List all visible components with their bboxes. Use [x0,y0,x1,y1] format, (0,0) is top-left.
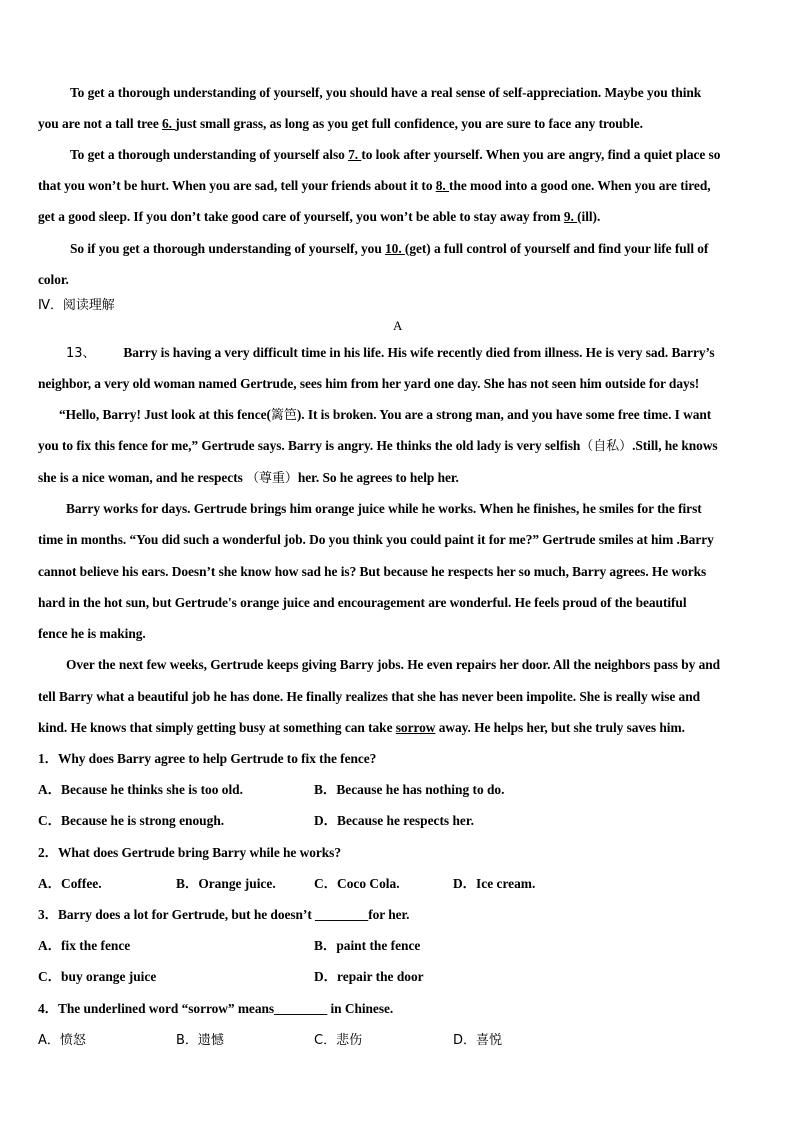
passage-a-line10: fence he is making. [38,626,146,641]
blank-6[interactable]: 6. [162,116,176,131]
question-2-stem: 2．What does Gertrude bring Barry while he works? [38,845,341,860]
passage-a-line7: time in months. “You did such a wonderful job. Do you think you could paint it for me?” Gertrude smiles at him .Barry [38,532,714,547]
passage-a-line8: cannot believe his ears. Doesn’t she know how sad he is? But because he respects her so much, Barry agrees. He works [38,564,707,579]
question-1-stem: 1．Why does Barry agree to help Gertrude to fix the fence? [38,751,377,766]
q4-option-a[interactable]: A．愤怒 [38,1033,86,1048]
q3-option-b[interactable]: B．paint the fence [314,938,421,953]
blank-9[interactable]: 9. [563,209,578,224]
q1-option-b[interactable]: B．Because he has nothing to do. [314,782,505,797]
passage-a-line12: tell Barry what a beautiful job he has done. He finally realizes that she has never been impolite. She is really wise and [38,689,700,704]
q2-option-c[interactable]: C．Coco Cola. [314,876,400,891]
blank-8[interactable]: 8. [435,178,450,193]
q3-option-d[interactable]: D．repair the door [314,969,424,984]
passage-a-line4: you to fix this fence for me,” Gertrude says. Barry is angry. He thinks the old lady is very selfish（自私）.Still, he knows [38,438,718,454]
q2-option-d[interactable]: D．Ice cream. [453,876,536,891]
passage-a-line13: kind. He knows that simply getting busy at something can take sorrow away. He helps her, but she truly saves him. [38,720,685,735]
intro-p2-line3: get a good sleep. If you don’t take good care of yourself, you won’t be able to stay away from 9. (ill). [38,209,601,224]
passage-a-line3: “Hello, Barry! Just look at this fence(篱笆). It is broken. You are a strong man, and you have some free time. I want [59,407,712,423]
intro-p3-line2: color. [38,272,69,287]
intro-p1-line2: you are not a tall tree 6. just small grass, as long as you get full confidence, you are sure to face any trouble. [38,116,643,131]
passage-a-line1: 13、 Barry is having a very difficult time in his life. His wife recently died from illness. He is very sad. Barry’s [66,345,715,361]
passage-a-line5: she is a nice woman, and he respects （尊重）her. So he agrees to help her. [38,470,459,486]
q2-option-b[interactable]: B．Orange juice. [176,876,276,891]
q3-option-a[interactable]: A．fix the fence [38,938,131,953]
q1-option-c[interactable]: C．Because he is strong enough. [38,813,225,828]
intro-p2-line2: that you won’t be hurt. When you are sad, tell your friends about it to 8. the mood into a good one. When you are tired, [38,178,711,193]
section-heading: Ⅳ．阅读理解 [38,298,115,313]
passage-label: A [393,318,403,333]
passage-a-line2: neighbor, a very old woman named Gertrude, sees him from her yard one day. She has not seen him outside for days! [38,376,700,391]
q1-option-a[interactable]: A．Because he thinks she is too old. [38,782,243,797]
q2-option-a[interactable]: A．Coffee. [38,876,102,891]
passage-a-line6: Barry works for days. Gertrude brings him orange juice while he works. When he finishes, he smiles for the first [66,501,702,516]
q4-option-b[interactable]: B．遗憾 [176,1033,224,1048]
q4-option-c[interactable]: C．悲伤 [314,1033,363,1048]
question-number: 13、 [66,346,96,361]
intro-p3-line1: So if you get a thorough understanding of yourself, you 10. (get) a full control of yourself and find your life full of [70,241,709,256]
underlined-word-sorrow: sorrow [395,720,436,735]
intro-p1-line1: To get a thorough understanding of yourself, you should have a real sense of self-appreciation. Maybe you think [70,85,702,100]
blank-7[interactable]: 7. [348,147,362,162]
q3-option-c[interactable]: C．buy orange juice [38,969,157,984]
q4-option-d[interactable]: D．喜悦 [453,1033,503,1048]
q1-option-d[interactable]: D．Because he respects her. [314,813,474,828]
passage-a-line11: Over the next few weeks, Gertrude keeps giving Barry jobs. He even repairs her door. All the neighbors pass by and [66,657,721,672]
question-4-stem: 4．The underlined word “sorrow” means________ in Chinese. [38,1001,394,1016]
passage-a-line9: hard in the hot sun, but Gertrude's orange juice and encouragement are wonderful. He feels proud of the beautiful [38,595,687,610]
blank-10[interactable]: 10. [385,241,405,256]
question-3-stem: 3．Barry does a lot for Gertrude, but he doesn’t ________for her. [38,907,410,922]
intro-p2-line1: To get a thorough understanding of yourself also 7. to look after yourself. When you are angry, find a quiet place so [70,147,721,162]
